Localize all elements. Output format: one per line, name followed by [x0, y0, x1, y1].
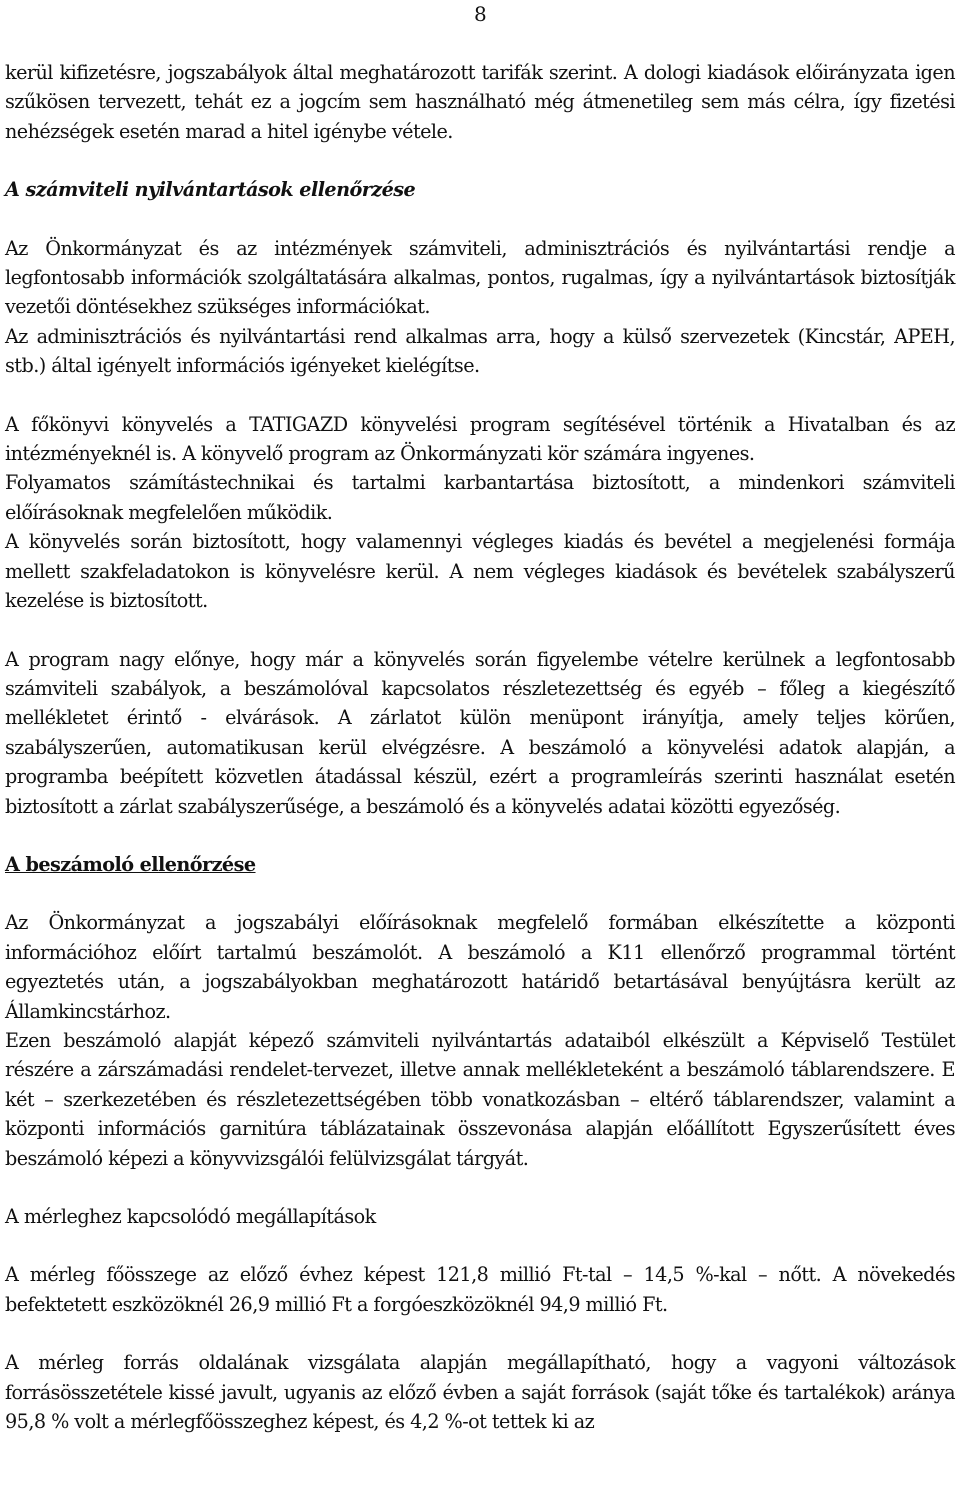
report-paragraph-2: Ezen beszámoló alapját képező számviteli nyilvántartás adataiból elkészült a Képviselő Testület részére a zárszámadási rendelet-tervezet, illetve annak mellékleteként a beszámoló táblarendszere. E két – szerkezetében és részletezettségében több vonatkozásban – eltérő táblarendszer, valamint a központi információs garnitúra táblázatainak összevonása alapján előállított Egyszerűsített éves beszámoló képezi a könyvvizsgálói felülvizsgálat tárgyát. — [5, 1028, 955, 1170]
section-heading-balance-findings: A mérleghez kapcsolódó megállapítások — [5, 1205, 376, 1228]
balance-paragraph-2: A mérleg forrás oldalának vizsgálata alapján megállapítható, hogy a vagyoni változások forrásösszetétele kissé javult, ugyanis az előző évben a saját források (saját tőke és tartalékok) aránya 95,8 % volt a mérlegfőösszeghez képest, és 4,2 %-ot tettek ki az — [5, 1351, 955, 1434]
section-heading-report-review: A beszámoló ellenőrzése — [5, 852, 256, 876]
document-body — [5, 58, 955, 1436]
ledger-paragraph-2: Folyamatos számítástechnikai és tartalmi karbantartása biztosított, a mindenkori számviteli előírásoknak megfelelően működik. — [5, 471, 955, 524]
section-heading-accounting-records: A számviteli nyilvántartások ellenőrzése — [5, 178, 416, 202]
page-number: 8 — [474, 2, 487, 26]
accounting-paragraph-2: Az adminisztrációs és nyilvántartási rend alkalmas arra, hogy a külső szervezetek (Kincstár, APEH, stb.) által igényelt információs igényeket kielégítse. — [5, 324, 955, 378]
balance-paragraph-1: A mérleg főösszege az előző évhez képest 121,8 millió Ft-tal – 14,5 %-kal – nőtt. A növekedés befektetett eszközöknél 26,9 millió Ft a forgóeszközöknél 94,9 millió Ft. — [5, 1263, 955, 1316]
ledger-paragraph-1: A főkönyvi könyvelés a TATIGAZD könyvelési program segítésével történik a Hivatalban és az intézményeknél is. A könyvelő program az Önkormányzati kör számára ingyenes. — [5, 412, 955, 466]
ledger-paragraph-3: A könyvelés során biztosított, hogy valamennyi végleges kiadás és bevétel a megjelenési formája mellett szakfeladatokon is könyvelésre kerül. A nem végleges kiadások és bevételek szabályszerű kezelése is biztosított. — [5, 530, 955, 613]
intro-paragraph: kerül kifizetésre, jogszabályok által meghatározott tarifák szerint. A dologi kiadások előirányzata igen szűkösen tervezett, tehát ez a jogcím sem használható még átmenetileg sem más célra, így fizetési nehézségek esetén marad a hitel igénybe vétele. — [5, 61, 955, 143]
program-paragraph: A program nagy előnye, hogy már a könyvelés során figyelembe vételre kerülnek a legfontosabb számviteli szabályok, a beszámolóval kapcsolatos részletezettség és egyéb – főleg a kiegészítő mellékletet érintő - elvárások. A zárlatot külön menüpont irányítja, amely teljes körűen, szabályszerűen, automatikusan kerül elvégzésre. A beszámoló a könyvelési adatok alapján, a programba beépített közvetlen átadással készül, ezért a programleírás szerinti használat esetén biztosított a zárlat szabályszerűsége, a beszámoló és a könyvelés adatai közötti egyezőség. — [5, 647, 955, 818]
report-paragraph-1: Az Önkormányzat a jogszabályi előírásoknak megfelelő formában elkészítette a központi információhoz előírt tartalmú beszámolót. A beszámoló a K11 ellenőrző programmal történt egyeztetés után, a jogszabályokban meghatározott határidő betartásával benyújtásra került az Államkincstárhoz. — [5, 911, 955, 1023]
accounting-paragraph-1: Az Önkormányzat és az intézmények számviteli, adminisztrációs és nyilvántartási rendje a legfontosabb információk szolgáltatására alkalmas, pontos, rugalmas, így a nyilvántartások biztosítják vezetői döntésekhez szükséges információkat. — [5, 236, 955, 319]
